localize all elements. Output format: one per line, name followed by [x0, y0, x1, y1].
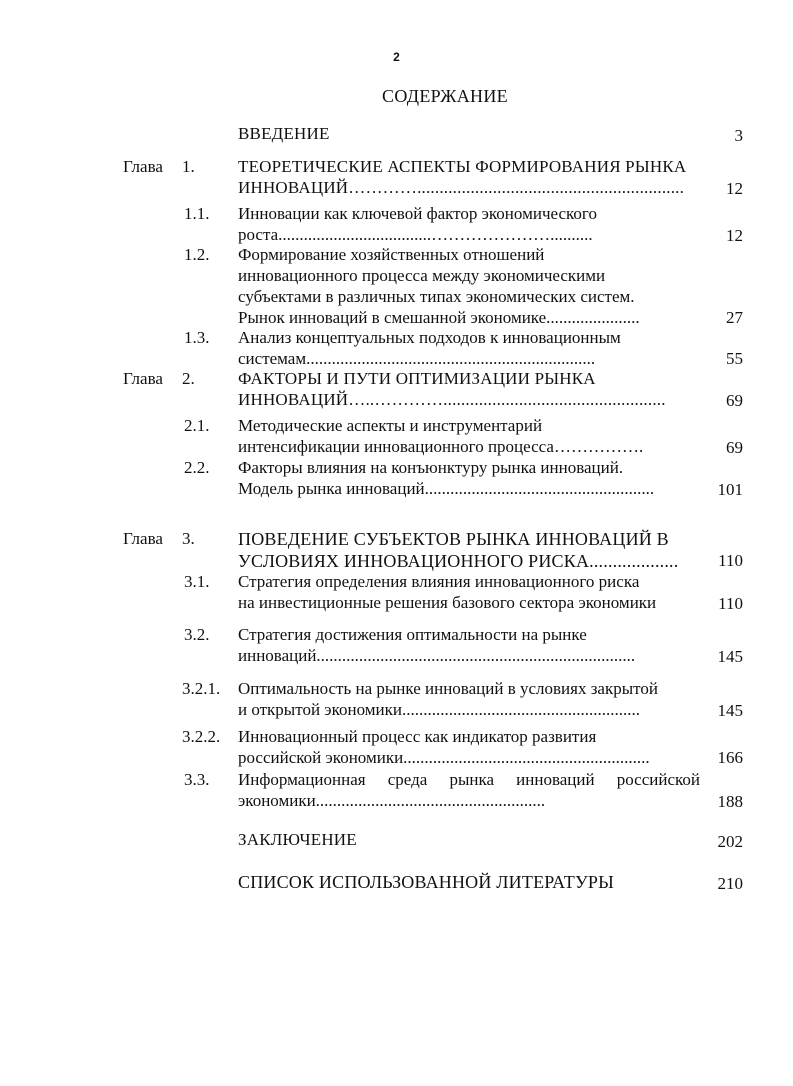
- toc-entry-line: российской экономики..........................................................: [238, 748, 650, 767]
- toc-entry-page: 188: [717, 792, 743, 811]
- toc-entry-line: Стратегия достижения оптимальности на рынке: [238, 625, 587, 644]
- toc-entry-line: Стратегия определения влияния инновационного риска: [238, 572, 640, 591]
- toc-entry-page: 12: [726, 226, 743, 245]
- toc-entry-page: 12: [726, 179, 743, 198]
- toc-entry-line: ФАКТОРЫ И ПУТИ ОПТИМИЗАЦИИ РЫНКА: [238, 369, 596, 388]
- toc-entry-line: Информационная среда рынка инноваций российской: [238, 770, 700, 789]
- toc-entry-line: Инновации как ключевой фактор экономического: [238, 204, 597, 223]
- toc-entry-page: 69: [726, 438, 743, 457]
- toc-chapter-label: Глава: [123, 157, 163, 176]
- toc-entry-text: [238, 769, 700, 811]
- toc-entry-page: 145: [717, 647, 743, 666]
- toc-entry-number: 3.1.: [184, 572, 210, 591]
- toc-entry-line: Факторы влияния на конъюнктуру рынка инноваций.: [238, 458, 624, 477]
- toc-entry-line: Модель рынка инноваций......................................................: [238, 479, 655, 498]
- toc-entry-line: инноваций...........................................................................: [238, 646, 636, 665]
- toc-entry-text: [238, 829, 700, 850]
- toc-entry-number: 3.: [182, 529, 195, 548]
- toc-entry-page: 210: [717, 874, 743, 893]
- toc-entry-line: ИННОВАЦИЙ…..…………..................................................: [238, 390, 666, 409]
- toc-entry-line: роста....................................…………………..........: [238, 225, 593, 244]
- toc-entry-line: УСЛОВИЯХ ИННОВАЦИОННОГО РИСКА...................: [238, 551, 679, 571]
- toc-entry-page: 145: [717, 701, 743, 720]
- toc-entry-line: ЗАКЛЮЧЕНИЕ: [238, 830, 357, 849]
- toc-entry-text: [238, 571, 700, 613]
- toc-entry-line: ИННОВАЦИЙ…………............................................................: [238, 178, 685, 197]
- toc-entry-text: [238, 678, 700, 720]
- toc-entry-line: на инвестиционные решения базового сектора экономики: [238, 593, 657, 612]
- toc-entry-line: Инновационный процесс как индикатор развития: [238, 727, 597, 746]
- toc-entry-text: [238, 123, 700, 144]
- toc-entry-text: [238, 415, 700, 457]
- toc-entry-text: [238, 156, 700, 198]
- toc-entry-line: Формирование хозяйственных отношений: [238, 245, 545, 264]
- page-number: 2: [393, 50, 400, 64]
- toc-entry-line: инновационного процесса между экономическими: [238, 266, 606, 285]
- toc-entry-page: 55: [726, 349, 743, 368]
- toc-entry-line: субъектами в различных типах экономических систем.: [238, 287, 635, 306]
- toc-entry-text: [238, 327, 700, 369]
- toc-entry-number: 1.3.: [184, 328, 210, 347]
- toc-title: СОДЕРЖАНИЕ: [382, 86, 508, 106]
- toc-entry-text: [238, 368, 700, 410]
- toc-entry-number: 1.1.: [184, 204, 210, 223]
- toc-entry-line: ВВЕДЕНИЕ: [238, 124, 330, 143]
- toc-entry-line: Рынок инноваций в смешанной экономике......................: [238, 308, 640, 327]
- toc-entry-page: 202: [717, 832, 743, 851]
- toc-entry-number: 2.: [182, 369, 195, 388]
- toc-entry-number: 1.: [182, 157, 195, 176]
- toc-entry-number: 3.2.2.: [182, 727, 221, 746]
- toc-chapter-label: Глава: [123, 529, 163, 548]
- toc-entry-page: 27: [726, 308, 743, 327]
- toc-entry-page: 110: [718, 551, 743, 570]
- toc-entry-page: 3: [734, 126, 743, 145]
- toc-entry-number: 1.2.: [184, 245, 210, 264]
- toc-entry-line: Методические аспекты и инструментарий: [238, 416, 543, 435]
- toc-entry-number: 2.2.: [184, 458, 210, 477]
- toc-entry-line: Анализ концептуальных подходов к инновационным: [238, 328, 621, 347]
- toc-entry-page: 69: [726, 391, 743, 410]
- toc-chapter-label: Глава: [123, 369, 163, 388]
- toc-entry-text: [238, 726, 700, 768]
- toc-entry-line: Оптимальность на рынке инноваций в условиях закрытой: [238, 679, 658, 698]
- toc-entry-number: 3.3.: [184, 770, 210, 789]
- toc-entry-line: ПОВЕДЕНИЕ СУБЪЕКТОВ РЫНКА ИННОВАЦИЙ В: [238, 529, 669, 549]
- toc-entry-line: системам....................................................................: [238, 349, 596, 368]
- toc-entry-text: [238, 244, 700, 328]
- toc-entry-page: 101: [717, 480, 743, 499]
- toc-entry-number: 2.1.: [184, 416, 210, 435]
- toc-entry-line: СПИСОК ИСПОЛЬЗОВАННОЙ ЛИТЕРАТУРЫ: [238, 872, 615, 892]
- toc-entry-line: интенсификации инновационного процесса…………….: [238, 437, 644, 456]
- toc-entry-number: 3.2.1.: [182, 679, 221, 698]
- toc-entry-text: [238, 457, 700, 499]
- toc-entry-page: 166: [717, 748, 743, 767]
- toc-entry-text: [238, 203, 700, 245]
- toc-entry-text: [238, 872, 700, 893]
- toc-entry-text: [238, 624, 700, 666]
- toc-entry-page: 110: [718, 594, 743, 613]
- toc-entry-line: ТЕОРЕТИЧЕСКИЕ АСПЕКТЫ ФОРМИРОВАНИЯ РЫНКА: [238, 157, 687, 176]
- toc-entry-line: и открытой экономики........................................................: [238, 700, 640, 719]
- toc-entry-line: экономики......................................................: [238, 791, 546, 810]
- toc-entry-number: 3.2.: [184, 625, 210, 644]
- toc-entry-text: [238, 528, 700, 572]
